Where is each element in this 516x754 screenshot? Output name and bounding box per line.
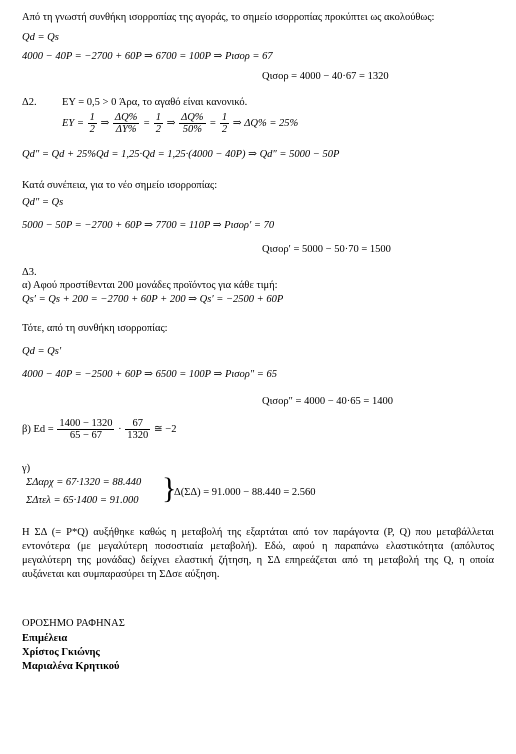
b-result: ≅ −2 [153, 423, 177, 435]
eq2-condition: Qd″ = Qs [22, 197, 64, 208]
d2-new-demand: Qd″ = Qd + 25%Qd = 1,25·Qd = 1,25·(4000 − 40P) ⇒ Qd″ = 5000 − 50P [22, 149, 340, 160]
d3-new-supply: Qs′ = Qs + 200 = −2700 + 60P + 200 ⇒ Qs′ = −2500 + 60P [22, 294, 284, 305]
d2-fraction-line: EY = $\frac{1}{2}$ ⇒ $\frac{\Delta Q\%}{\Delta Y\%}$ = $\frac{1}{2}$ ⇒ $\frac{\Delta Q\%}{50\%}$ = $\frac{1}{2}$ ⇒ ΔQ% = 25% [62, 112, 299, 135]
d2-income-elasticity: EY = 0,5 > 0 Άρα, το αγαθό είναι κανονικό. [62, 97, 248, 108]
eq1-solution: 4000 − 40P = −2700 + 60P ⇒ 6700 = 100P ⇒ Pισορ = 67 [22, 51, 273, 62]
b-elasticity-line: β) Ed = $\frac{1400 - 1320}{65 - 67}$ · $\frac{67}{1320}$ ≅ −2 [22, 418, 177, 441]
intro-text: Από τη γνωστή συνθήκη ισορροπίας της αγοράς, το σημείο ισορροπίας προκύπτει ως ακολούθως: [22, 12, 435, 23]
eq1-quantity: Qισορ = 4000 − 40·67 = 1320 [262, 71, 389, 82]
d2-result: ⇒ ΔQ% = 25% [232, 117, 299, 129]
d2-label: Δ2. [22, 97, 37, 108]
eq1-condition: Qd = Qs [22, 32, 59, 43]
fraction: $\frac{1}{2}$ [89, 112, 95, 135]
b-label: β) Ed = [22, 423, 54, 435]
g-initial-revenue: ΣΔαρχ = 67·1320 = 88.440 [26, 477, 142, 488]
g-label: γ) [22, 463, 31, 474]
footer-edit: Επιμέλεια [22, 633, 68, 644]
d3-part-a: α) Αφού προστίθενται 200 μονάδες προϊόντος για κάθε τιμή: [22, 280, 278, 291]
g-final-revenue: ΣΔτελ = 65·1400 = 91.000 [26, 495, 139, 506]
eq3-solution: 4000 − 40P = −2500 + 60P ⇒ 6500 = 100P ⇒ Pισορ″ = 65 [22, 369, 277, 380]
curly-brace: } [162, 472, 177, 505]
new-eq-intro: Κατά συνέπεια, για το νέο σημείο ισορροπίας: [22, 180, 218, 191]
d2-ey-lhs: EY = [62, 117, 84, 129]
fraction: $\frac{\Delta Q\%}{\Delta Y\%}$ [114, 112, 138, 135]
eq3-quantity: Qισορ″ = 4000 − 40·65 = 1400 [262, 396, 393, 407]
d3-then: Τότε, από τη συνθήκη ισορροπίας: [22, 323, 168, 334]
d3-label: Δ3. [22, 267, 37, 278]
fraction: $\frac{1}{2}$ [221, 112, 228, 135]
fraction: $\frac{\Delta Q\%}{50\%}$ [181, 112, 204, 135]
g-revenue-change: Δ(ΣΔ) = 91.000 − 88.440 = 2.560 [174, 487, 316, 498]
fraction: $\frac{1}{2}$ [155, 112, 161, 135]
fraction: $\frac{1400 - 1320}{65 - 67}$ [59, 418, 113, 441]
eq2-solution: 5000 − 50P = −2700 + 60P ⇒ 7700 = 110P ⇒ Pισορ′ = 70 [22, 220, 275, 231]
footer-author1: Χρίστος Γκιώνης [22, 647, 100, 658]
eq2-quantity: Qισορ′ = 5000 − 50·70 = 1500 [262, 244, 391, 255]
footer-org: ΟΡΟΣΗΜΟ ΡΑΦΗΝΑΣ [22, 618, 125, 629]
conclusion-paragraph: Η ΣΔ (= P*Q) αυξήθηκε καθώς η μεταβολή της εξαρτάται από τον παράγοντα (P, Q) που μεταβάλλεται εντονότερα (με μεγαλύτερη ποσοστιαία μεταβολή). Εδώ, αφού η παραπάνω ελαστικότητα (απόλυτος μεγαλύτερη της μονάδας) δείχνει ελαστική ζήτηση, η ΣΔ επηρεάζεται από τη μεταβολή της Q, η οποία αυξάνεται και συμπαρασύρει τη ΣΔσε αύξηση. [22, 527, 494, 580]
eq3-condition: Qd = Qs′ [22, 346, 62, 357]
fraction: $\frac{67}{1320}$ [127, 418, 149, 441]
footer-author2: Μαριαλένα Κρητικού [22, 661, 120, 672]
